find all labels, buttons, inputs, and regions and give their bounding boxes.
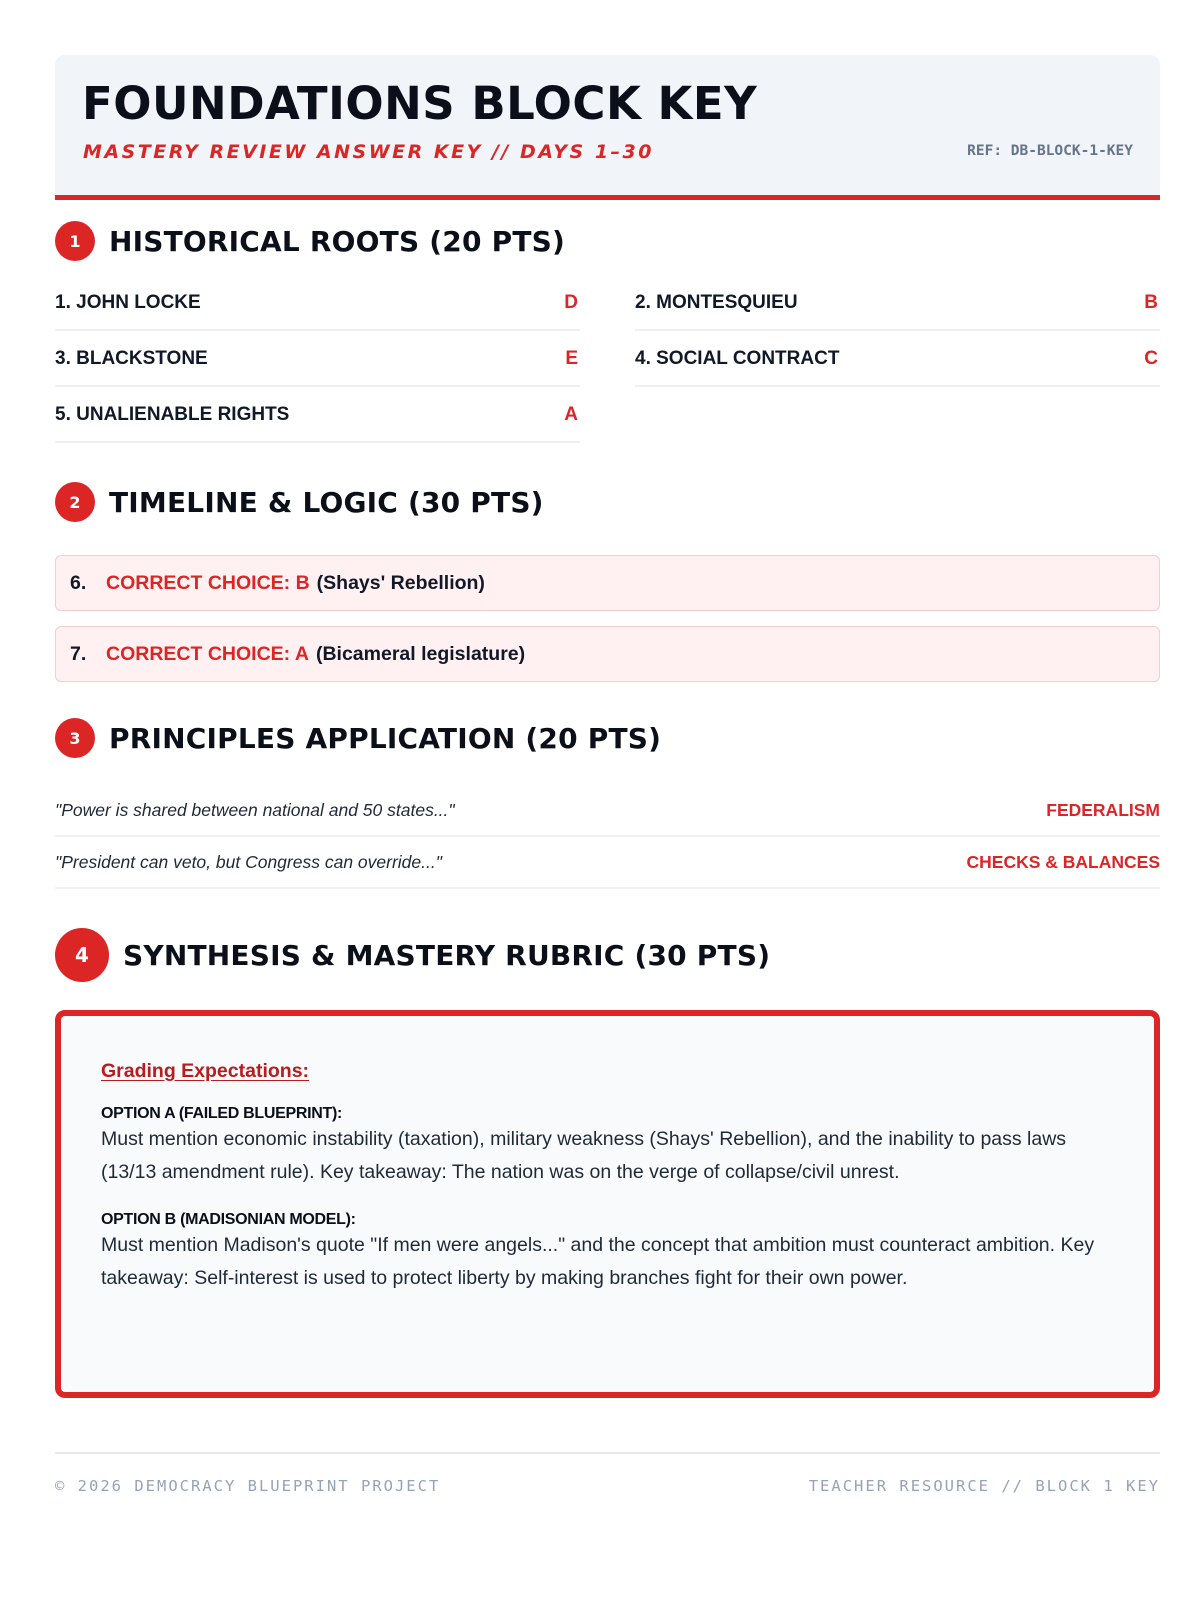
page-footer xyxy=(55,1452,1160,1512)
section-4-heading xyxy=(55,928,770,982)
option-b-block xyxy=(101,1211,1114,1295)
section-number-badge: 1 xyxy=(55,221,95,261)
match-row xyxy=(635,275,1160,331)
option-b-text: Must mention Madison's quote "If men were angels..." and the concept that ambition must counteract ambition. Key takeaway: Self-interest is used to protect liberty by making branches fight for their own power. xyxy=(101,1234,1095,1289)
option-a-text: Must mention economic instability (taxation), military weakness (Shays' Rebellion), and the inability to pass laws (13/13 amendment rule). Key takeaway: The nation was on the verge of collapse/civil unrest. xyxy=(101,1128,1067,1183)
match-answer: A xyxy=(564,404,578,425)
page-header xyxy=(55,55,1160,200)
match-row xyxy=(55,387,580,443)
match-row xyxy=(55,331,580,387)
section-number-badge: 3 xyxy=(55,718,95,758)
match-answer: B xyxy=(1144,292,1158,313)
match-term: 1. JOHN LOCKE xyxy=(55,292,201,313)
scenario-quote: "Power is shared between national and 50 states..." xyxy=(55,799,455,820)
principle-row xyxy=(55,837,1160,889)
correct-choice-label: CORRECT CHOICE: B xyxy=(106,571,310,594)
choice-explanation: (Bicameral legislature) xyxy=(315,642,526,665)
reference-code: REF: DB-BLOCK-1-KEY xyxy=(967,143,1133,159)
section-number-badge: 2 xyxy=(55,482,95,522)
section-title: TIMELINE & LOGIC (30 PTS) xyxy=(109,485,544,519)
answer-key-page xyxy=(55,55,1160,1495)
match-term: 4. SOCIAL CONTRACT xyxy=(635,348,840,369)
option-b-title: OPTION B (MADISONIAN MODEL): xyxy=(101,1211,356,1228)
scenario-quote: "President can veto, but Congress can override..." xyxy=(55,851,442,872)
principle-answer: FEDERALISM xyxy=(1046,799,1160,820)
section-title: PRINCIPLES APPLICATION (20 PTS) xyxy=(109,721,662,755)
section-title: HISTORICAL ROOTS (20 PTS) xyxy=(109,224,565,258)
footer-copyright: © 2026 DEMOCRACY BLUEPRINT PROJECT xyxy=(55,1477,441,1495)
section-number-badge: 4 xyxy=(55,928,109,982)
footer-resource-label: TEACHER RESOURCE // BLOCK 1 KEY xyxy=(808,1477,1160,1495)
page-subtitle: MASTERY REVIEW ANSWER KEY // DAYS 1–30 xyxy=(83,141,654,163)
option-a-block xyxy=(101,1105,1114,1189)
grading-rubric-box xyxy=(55,1010,1160,1398)
match-row xyxy=(635,331,1160,387)
option-a-title: OPTION A (FAILED BLUEPRINT): xyxy=(101,1105,343,1122)
match-answer: C xyxy=(1144,348,1158,369)
match-term: 2. MONTESQUIEU xyxy=(635,292,798,313)
match-answer: E xyxy=(565,348,578,369)
match-row xyxy=(55,275,580,331)
section-2-heading xyxy=(55,482,544,522)
match-term: 5. UNALIENABLE RIGHTS xyxy=(55,404,290,425)
match-term: 3. BLACKSTONE xyxy=(55,348,208,369)
page-title: FOUNDATIONS BLOCK KEY xyxy=(82,77,758,130)
question-number: 7. xyxy=(70,642,87,665)
section-1-heading xyxy=(55,221,565,261)
correct-choice-label: CORRECT CHOICE: A xyxy=(106,642,309,665)
match-answer: D xyxy=(564,292,578,313)
answer-choice-row xyxy=(55,555,1160,611)
question-number: 6. xyxy=(70,571,87,594)
section-3-heading xyxy=(55,718,661,758)
choice-explanation: (Shays' Rebellion) xyxy=(316,571,485,594)
rubric-heading: Grading Expectations: xyxy=(101,1060,310,1082)
section-title: SYNTHESIS & MASTERY RUBRIC (30 PTS) xyxy=(123,938,771,972)
answer-choice-row xyxy=(55,626,1160,682)
principle-row xyxy=(55,785,1160,837)
principle-answer: CHECKS & BALANCES xyxy=(966,851,1160,872)
